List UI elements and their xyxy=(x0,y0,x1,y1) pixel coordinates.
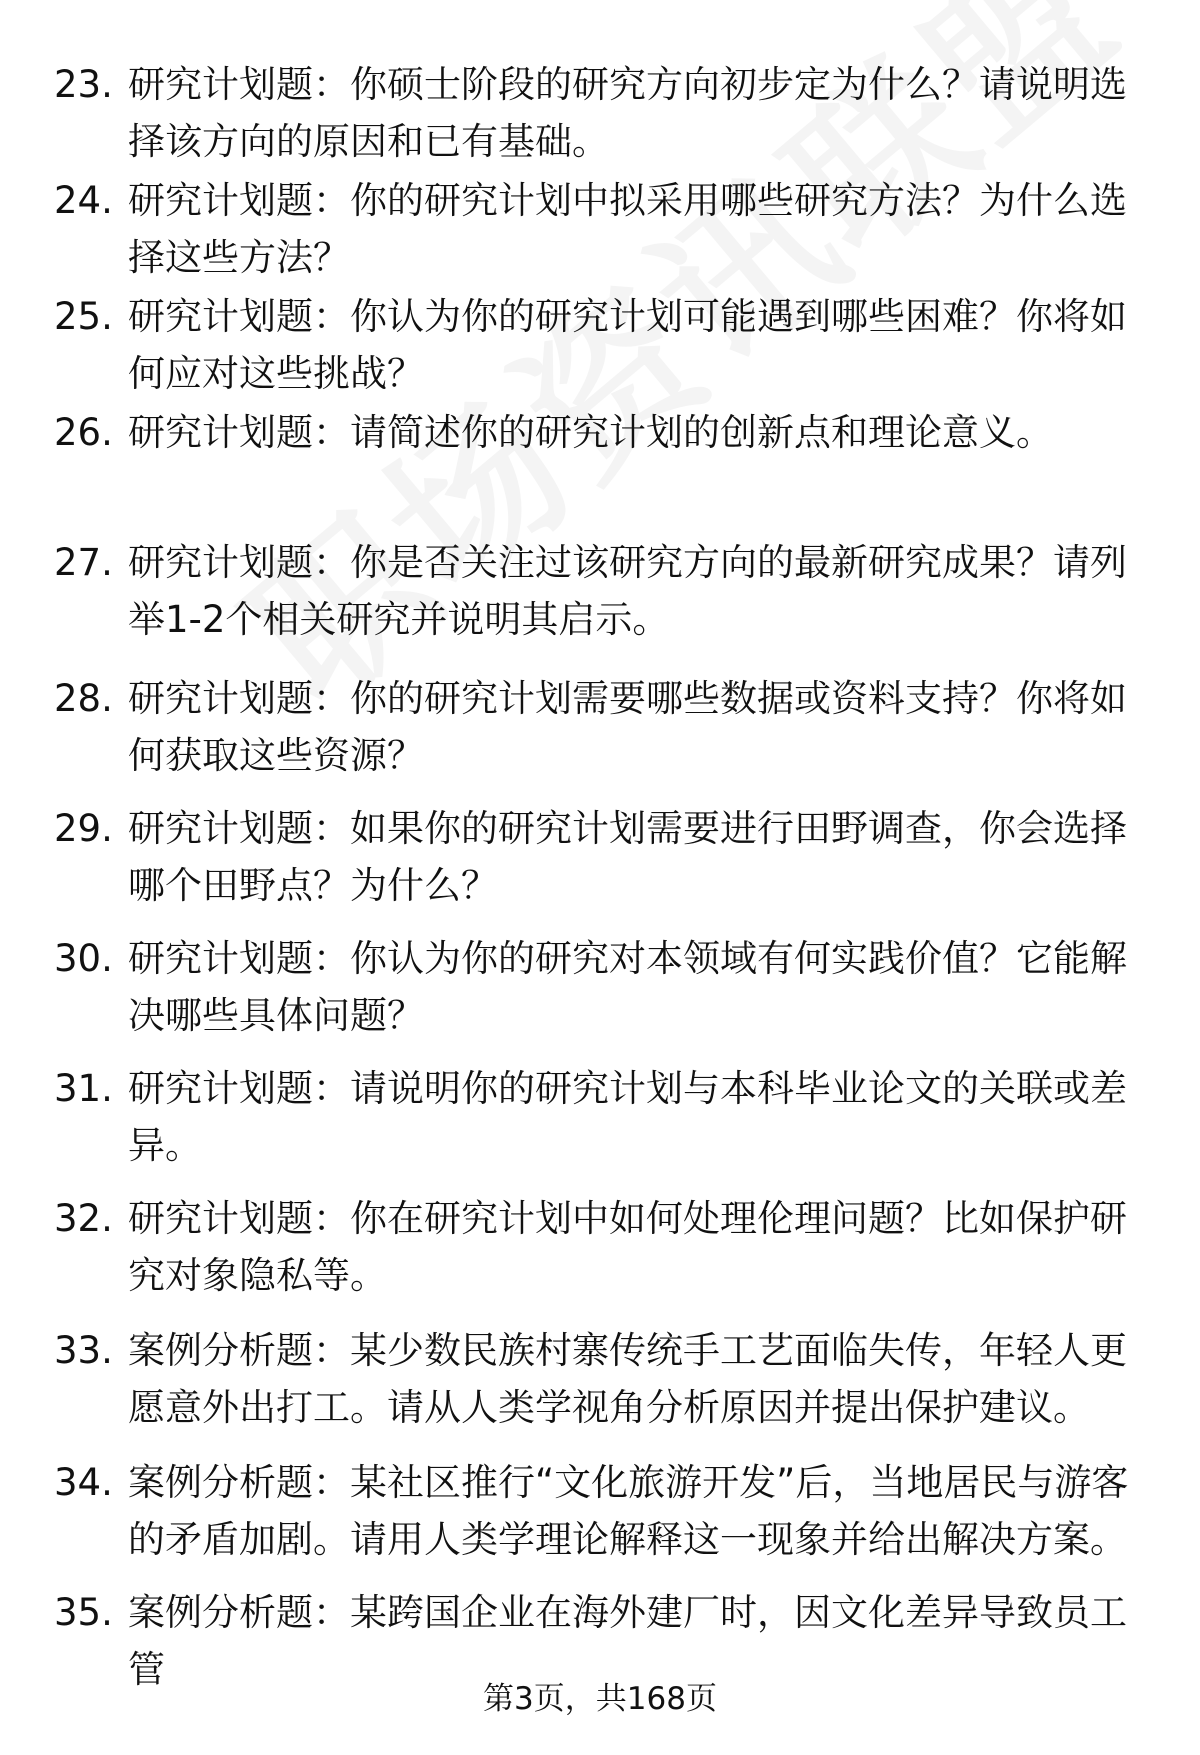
question-text: 研究计划题：你认为你的研究对本领域有何实践价值？它能解决哪些具体问题？ xyxy=(128,937,1127,1037)
question-text: 案例分析题：某少数民族村寨传统手工艺面临失传，年轻人更愿意外出打工。请从人类学视角分析原因并提出保护建议。 xyxy=(128,1329,1127,1429)
question-number: 30. xyxy=(54,937,113,980)
page-number-label: 第3页，共168页 xyxy=(483,1681,717,1717)
question-number: 25. xyxy=(54,295,113,338)
question-number: 33. xyxy=(54,1329,113,1372)
question-number: 28. xyxy=(54,677,113,720)
question-text: 研究计划题：如果你的研究计划需要进行田野调查，你会选择哪个田野点？为什么？ xyxy=(128,807,1127,907)
question-number: 29. xyxy=(54,807,113,850)
question-text: 案例分析题：某社区推行“文化旅游开发”后，当地居民与游客的矛盾加剧。请用人类学理论解释这一现象并给出解决方案。 xyxy=(128,1461,1129,1561)
question-number: 35. xyxy=(54,1591,113,1634)
question-text: 案例分析题：某跨国企业在海外建厂时，因文化差异导致员工管 xyxy=(128,1591,1127,1691)
question-number: 24. xyxy=(54,179,113,222)
question-number: 26. xyxy=(54,411,113,454)
question-text: 研究计划题：你认为你的研究计划可能遇到哪些困难？你将如何应对这些挑战？ xyxy=(128,295,1127,395)
question-text: 研究计划题：你的研究计划中拟采用哪些研究方法？为什么选择这些方法？ xyxy=(128,179,1127,279)
question-text: 研究计划题：请简述你的研究计划的创新点和理论意义。 xyxy=(128,411,1053,454)
question-text: 研究计划题：你在研究计划中如何处理伦理问题？比如保护研究对象隐私等。 xyxy=(128,1197,1127,1297)
question-number: 23. xyxy=(54,63,113,106)
question-number: 32. xyxy=(54,1197,113,1240)
question-text: 研究计划题：你硕士阶段的研究方向初步定为什么？请说明选择该方向的原因和已有基础。 xyxy=(128,63,1127,163)
question-text: 研究计划题：请说明你的研究计划与本科毕业论文的关联或差异。 xyxy=(128,1067,1127,1167)
question-text: 研究计划题：你是否关注过该研究方向的最新研究成果？请列举1-2个相关研究并说明其启示。 xyxy=(128,541,1127,641)
question-number: 31. xyxy=(54,1067,113,1110)
question-number: 34. xyxy=(54,1461,113,1504)
question-number: 27. xyxy=(54,541,113,584)
page-footer xyxy=(0,1679,1200,1719)
question-text: 研究计划题：你的研究计划需要哪些数据或资料支持？你将如何获取这些资源？ xyxy=(128,677,1127,777)
